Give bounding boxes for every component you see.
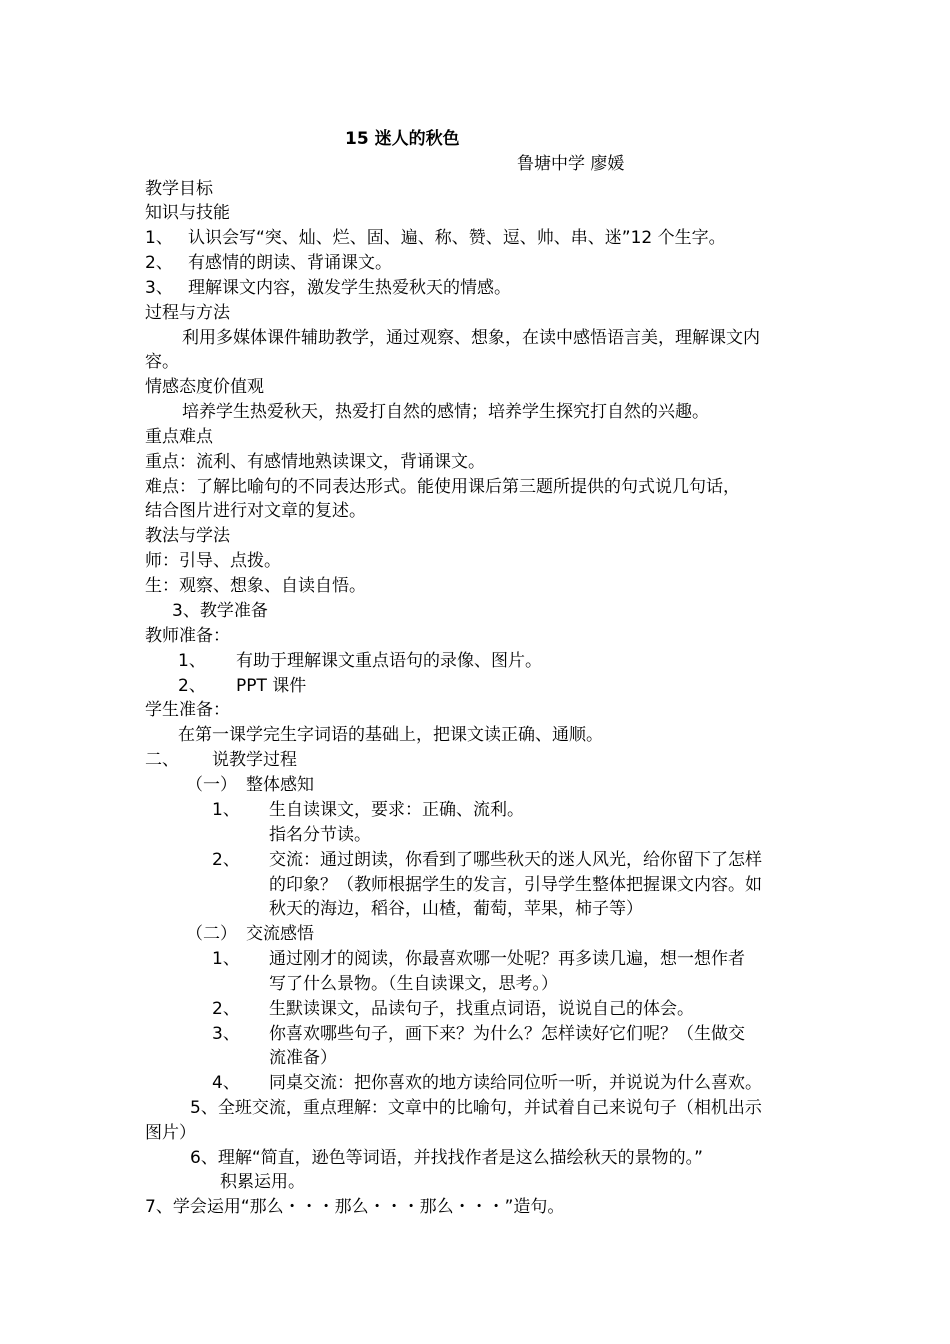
knowledge-item-text: 有感情的朗读、背诵课文。 [188, 253, 392, 273]
sec1-item-num: 1、 [212, 800, 240, 820]
sec1-heading: 整体感知 [246, 775, 314, 795]
part2-num: 二、 [145, 750, 179, 770]
difficulty-point: 结合图片进行对文章的复述。 [145, 501, 366, 521]
heading-goals: 教学目标 [145, 179, 213, 199]
item6-text: 积累运用。 [220, 1172, 305, 1192]
item5-text: 图片） [145, 1123, 196, 1143]
process-text: 容。 [145, 352, 179, 372]
sec1-item-text: 的印象？（教师根据学生的发言，引导学生整体把握课文内容。如 [269, 875, 762, 895]
knowledge-item-num: 1、 [145, 228, 173, 248]
heading-emotion: 情感态度价值观 [145, 377, 264, 397]
sec1-item-text: 指名分节读。 [269, 825, 371, 845]
teacher-method: 师：引导、点拨。 [145, 551, 281, 571]
sec1-item-text: 秋天的海边，稻谷，山楂，葡萄，苹果，柿子等） [269, 899, 643, 919]
knowledge-item-num: 3、 [145, 278, 173, 298]
sec1-item-text: 交流：通过朗读，你看到了哪些秋天的迷人风光，给你留下了怎样 [269, 850, 762, 870]
sec2-item-text: 同桌交流：把你喜欢的地方读给同位听一听，并说说为什么喜欢。 [269, 1073, 762, 1093]
sec2-item-text: 你喜欢哪些句子，画下来？为什么？怎样读好它们呢？（生做交 [269, 1024, 745, 1044]
knowledge-item-text: 理解课文内容，激发学生热爱秋天的情感。 [188, 278, 511, 298]
sec1-item-text: 生自读课文，要求：正确、流利。 [269, 800, 524, 820]
heading-key: 重点难点 [145, 427, 213, 447]
heading-knowledge: 知识与技能 [145, 203, 230, 223]
sec2-item-num: 1、 [212, 949, 240, 969]
part2-heading: 说教学过程 [212, 750, 297, 770]
teacher-prep-text: 有助于理解课文重点语句的录像、图片。 [236, 651, 542, 671]
teacher-prep-num: 2、 [178, 676, 206, 696]
sec2-num: （二） [186, 924, 237, 944]
heading-process: 过程与方法 [145, 303, 230, 323]
teacher-prep-text: PPT 课件 [236, 676, 307, 696]
teacher-prep-num: 1、 [178, 651, 206, 671]
doc-title: 15 迷人的秋色 [345, 129, 460, 149]
sec2-item-text: 生默读课文，品读句子，找重点词语，说说自己的体会。 [269, 999, 694, 1019]
heading-teacher-prep: 教师准备： [145, 626, 230, 646]
knowledge-item-num: 2、 [145, 253, 173, 273]
sec2-item-num: 3、 [212, 1024, 240, 1044]
difficulty-point: 难点：了解比喻句的不同表达形式。能使用课后第三题所提供的句式说几句话， [145, 477, 740, 497]
item5-text: 5、全班交流，重点理解：文章中的比喻句，并试着自己来说句子（相机出示 [190, 1098, 762, 1118]
sec2-item-num: 4、 [212, 1073, 240, 1093]
item6-text: 6、理解“简直，逊色等词语，并找找作者是这么描绘秋天的景物的。” [190, 1148, 703, 1168]
heading-prep: 3、教学准备 [172, 601, 268, 621]
sec2-item-text: 写了什么景物。（生自读课文，思考。） [269, 974, 558, 994]
student-method: 生：观察、想象、自读自悟。 [145, 576, 366, 596]
sec2-heading: 交流感悟 [246, 924, 314, 944]
key-point: 重点：流利、有感情地熟读课文，背诵课文。 [145, 452, 485, 472]
sec2-item-text: 通过刚才的阅读，你最喜欢哪一处呢？再多读几遍，想一想作者 [269, 949, 745, 969]
sec2-item-text: 流准备） [269, 1048, 337, 1068]
heading-method: 教法与学法 [145, 526, 230, 546]
sec1-num: （一） [186, 775, 237, 795]
heading-student-prep: 学生准备： [145, 700, 230, 720]
sec2-item-num: 2、 [212, 999, 240, 1019]
emotion-text: 培养学生热爱秋天，热爱打自然的感情；培养学生探究打自然的兴趣。 [182, 402, 709, 422]
item7-text: 7、学会运用“那么・・・那么・・・那么・・・”造句。 [145, 1197, 565, 1217]
sec1-item-num: 2、 [212, 850, 240, 870]
doc-author: 鲁塘中学 廖媛 [517, 154, 625, 174]
student-prep-text: 在第一课学完生字词语的基础上，把课文读正确、通顺。 [178, 725, 603, 745]
knowledge-item-text: 认识会写“突、灿、烂、固、遍、称、赞、逗、帅、串、迷”12 个生字。 [188, 228, 726, 248]
process-text: 利用多媒体课件辅助教学，通过观察、想象，在读中感悟语言美，理解课文内 [182, 328, 760, 348]
